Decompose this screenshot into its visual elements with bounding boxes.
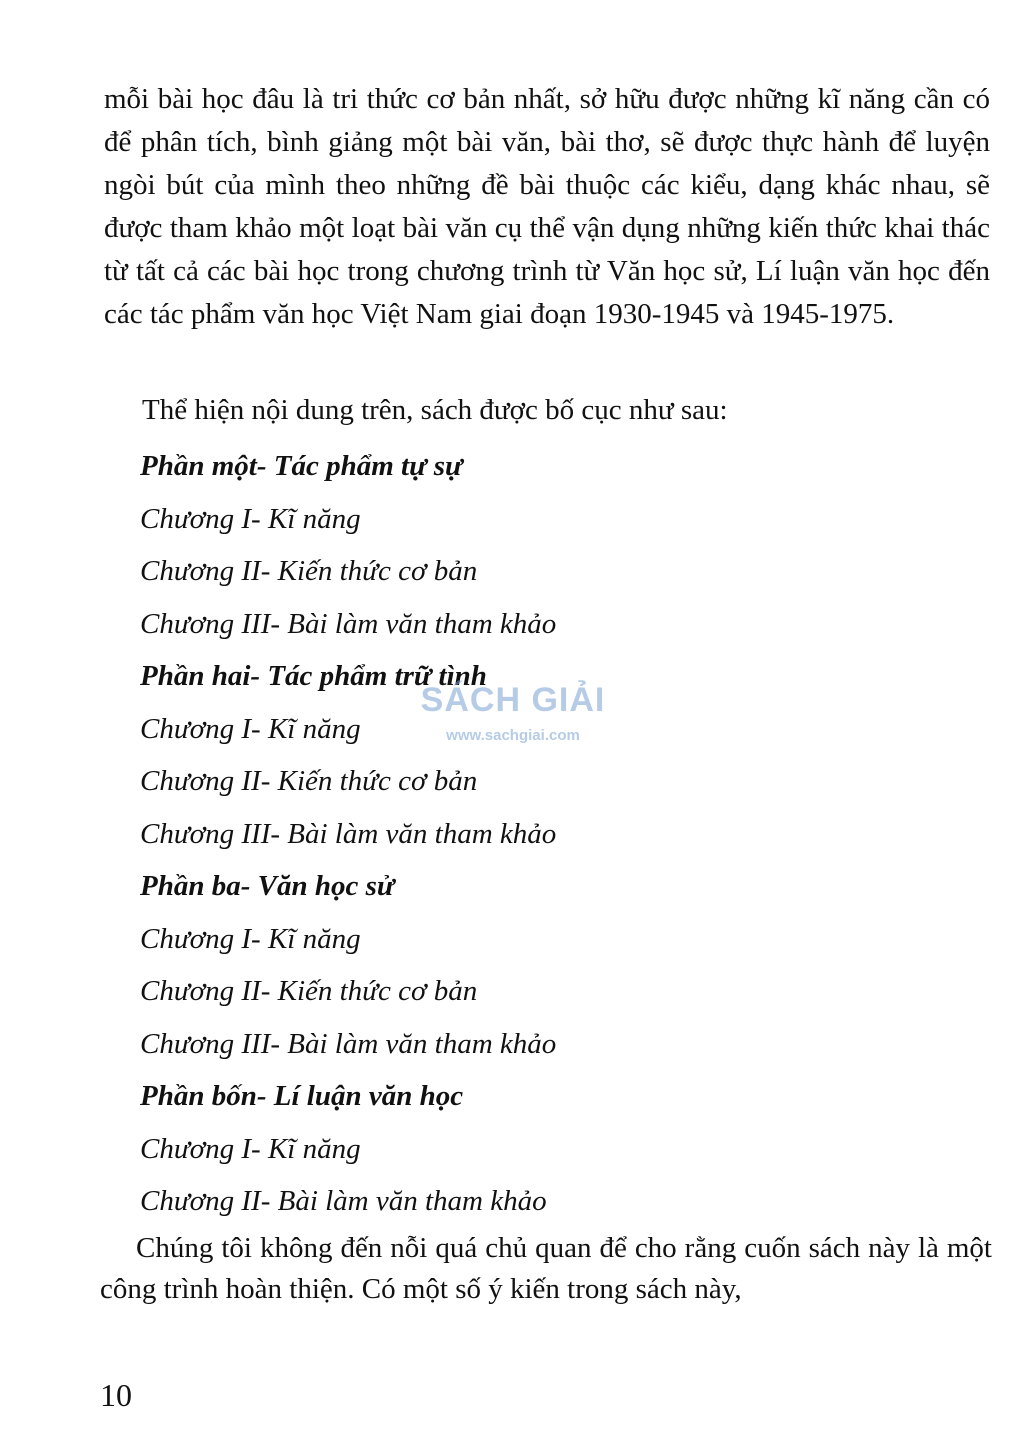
outline-chapter: Chương III- Bài làm văn tham khảo — [140, 607, 557, 640]
outline-chapter: Chương III- Bài làm văn tham khảo — [140, 1027, 557, 1060]
outline-chapter: Chương III- Bài làm văn tham khảo — [140, 817, 557, 850]
lead-sentence: Thể hiện nội dung trên, sách được bố cục như sau: — [142, 394, 728, 426]
outline-chapter: Chương I- Kĩ năng — [140, 502, 361, 535]
outline-part: Phần hai- Tác phẩm trữ tình — [140, 660, 487, 692]
outline-chapter: Chương I- Kĩ năng — [140, 922, 361, 955]
outline-chapter: Chương I- Kĩ năng — [140, 712, 361, 745]
outline-chapter: Chương II- Kiến thức cơ bản — [140, 765, 478, 797]
book-outline — [140, 440, 556, 1228]
outline-part: Phần ba- Văn học sử — [140, 870, 395, 902]
outline-part: Phần bốn- Lí luận văn học — [140, 1080, 464, 1112]
outline-chapter: Chương II- Kiến thức cơ bản — [140, 555, 478, 587]
outline-chapter: Chương I- Kĩ năng — [140, 1132, 361, 1165]
outline-chapter: Chương II- Bài làm văn tham khảo — [140, 1185, 547, 1217]
intro-paragraph: mỗi bài học đâu là tri thức cơ bản nhất, sở hữu được những kĩ năng cần có để phân tích, bình giảng một bài văn, bài thơ, sẽ được thực hành để luyện ngòi bút của mình theo những đề bài thuộc các kiểu, dạng khác nhau, sẽ được tham khảo một loạt bài văn cụ thể vận dụng những kiến thức khai thác từ tất cả các bài học trong chương trình từ Văn học sử, Lí luận văn học đến các tác phẩm văn học Việt Nam giai đoạn 1930-1945 và 1945-1975. — [104, 83, 990, 330]
watermark-logo: SÁCH GIẢI — [420, 681, 606, 719]
watermark-url: www.sachgiai.com — [446, 727, 580, 744]
closing-paragraph: Chúng tôi không đến nỗi quá chủ quan để cho rằng cuốn sách này là một công trình hoàn thiện. Có một số ý kiến trong sách này, — [100, 1232, 992, 1305]
outline-part: Phần một- Tác phẩm tự sự — [140, 450, 463, 482]
intro-paragraph-block — [104, 78, 990, 336]
page-number: 10 — [100, 1377, 132, 1413]
outline-chapter: Chương II- Kiến thức cơ bản — [140, 975, 478, 1007]
